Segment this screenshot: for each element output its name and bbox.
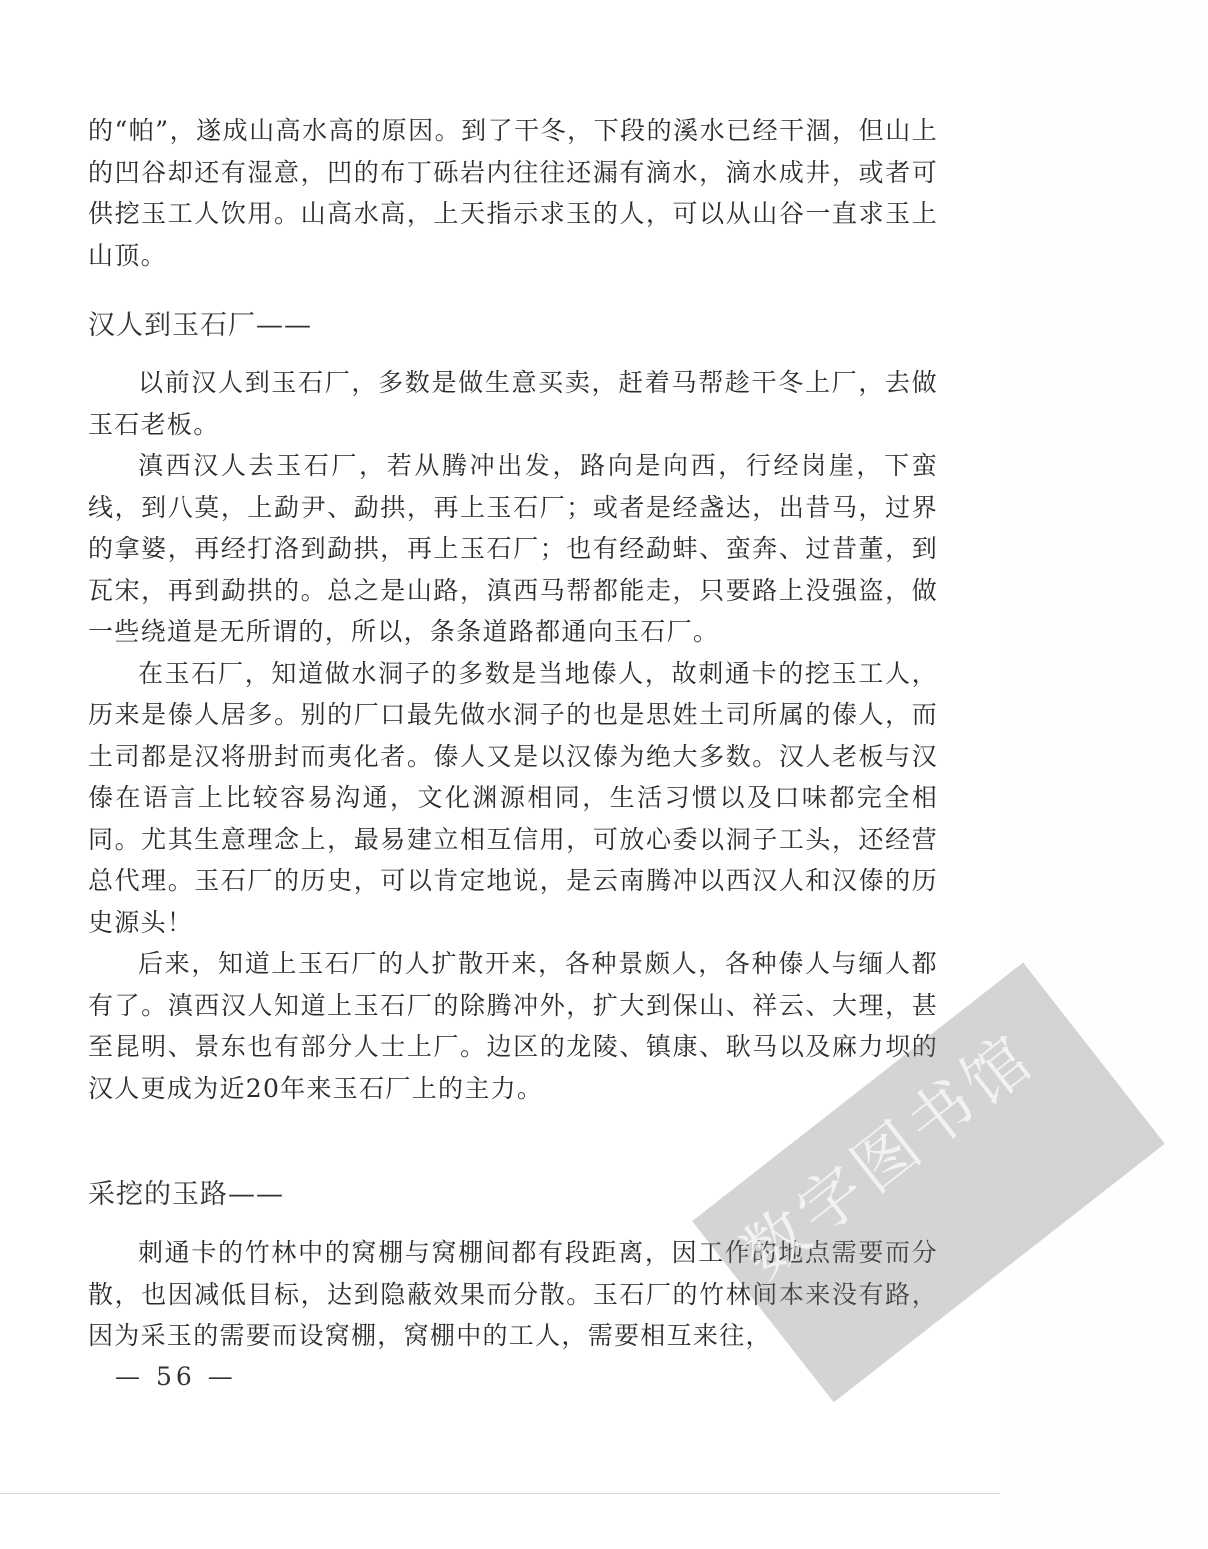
section-heading-han-people: 汉人到玉石厂—— — [88, 310, 312, 341]
opening-text-block — [88, 110, 938, 276]
paragraph: 刺通卡的竹林中的窝棚与窝棚间都有段距离，因工作的地点需要而分散，也因减低目标，达到隐蔽效果而分散。玉石厂的竹林间本来没有路，因为采玉的需要而设窝棚，窝棚中的工人，需要相互来往， — [88, 1238, 938, 1350]
section2-text-block — [88, 1232, 938, 1357]
watermark-text: 数字图书馆 — [728, 1019, 1050, 1294]
page-number: — 56 — — [115, 1362, 237, 1391]
section1-text-block — [88, 362, 938, 1109]
paragraph-continued: 的“帕”，遂成山高水高的原因。到了干冬，下段的溪水已经干涸，但山上的凹谷却还有湿意，凹的布丁砾岩内往往还漏有滴水，滴水成井，或者可供挖玉工人饮用。山高水高，上天指示求玉的人，可以从山谷一直求玉上山顶。 — [88, 116, 938, 270]
paragraph: 滇西汉人去玉石厂，若从腾冲出发，路向是向西，行经岗崖，下蛮线，到八莫，上勐尹、勐拱，再上玉石厂；或者是经盏达，出昔马，过界的拿婆，再经打洛到勐拱，再上玉石厂；也有经勐蚌、蛮奔、过昔董，到瓦宋，再到勐拱的。总之是山路，滇西马帮都能走，只要路上没强盗，做一些绕道是无所谓的，所以，条条道路都通向玉石厂。 — [88, 451, 938, 646]
paragraph: 在玉石厂，知道做水洞子的多数是当地傣人，故刺通卡的挖玉工人，历来是傣人居多。别的厂口最先做水洞子的也是思姓土司所属的傣人，而土司都是汉将册封而夷化者。傣人又是以汉傣为绝大多数。汉人老板与汉傣在语言上比较容易沟通，文化渊源相同，生活习惯以及口味都完全相同。尤其生意理念上，最易建立相互信用，可放心委以洞子工头，还经营总代理。玉石厂的历史，可以肯定地说，是云南腾冲以西汉人和汉傣的历史源头！ — [88, 658, 938, 937]
paragraph: 后来，知道上玉石厂的人扩散开来，各种景颇人，各种傣人与缅人都有了。滇西汉人知道上玉石厂的除腾冲外，扩大到保山、祥云、大理，甚至昆明、景东也有部分人士上厂。边区的龙陵、镇康、耿马以及麻力坝的汉人更成为近20年来玉石厂上的主力。 — [88, 949, 938, 1103]
section-heading-mining-road: 采挖的玉路—— — [88, 1179, 284, 1210]
page-bottom-divider — [0, 1493, 1000, 1494]
paragraph: 以前汉人到玉石厂，多数是做生意买卖，赶着马帮趁干冬上厂，去做玉石老板。 — [88, 368, 938, 439]
